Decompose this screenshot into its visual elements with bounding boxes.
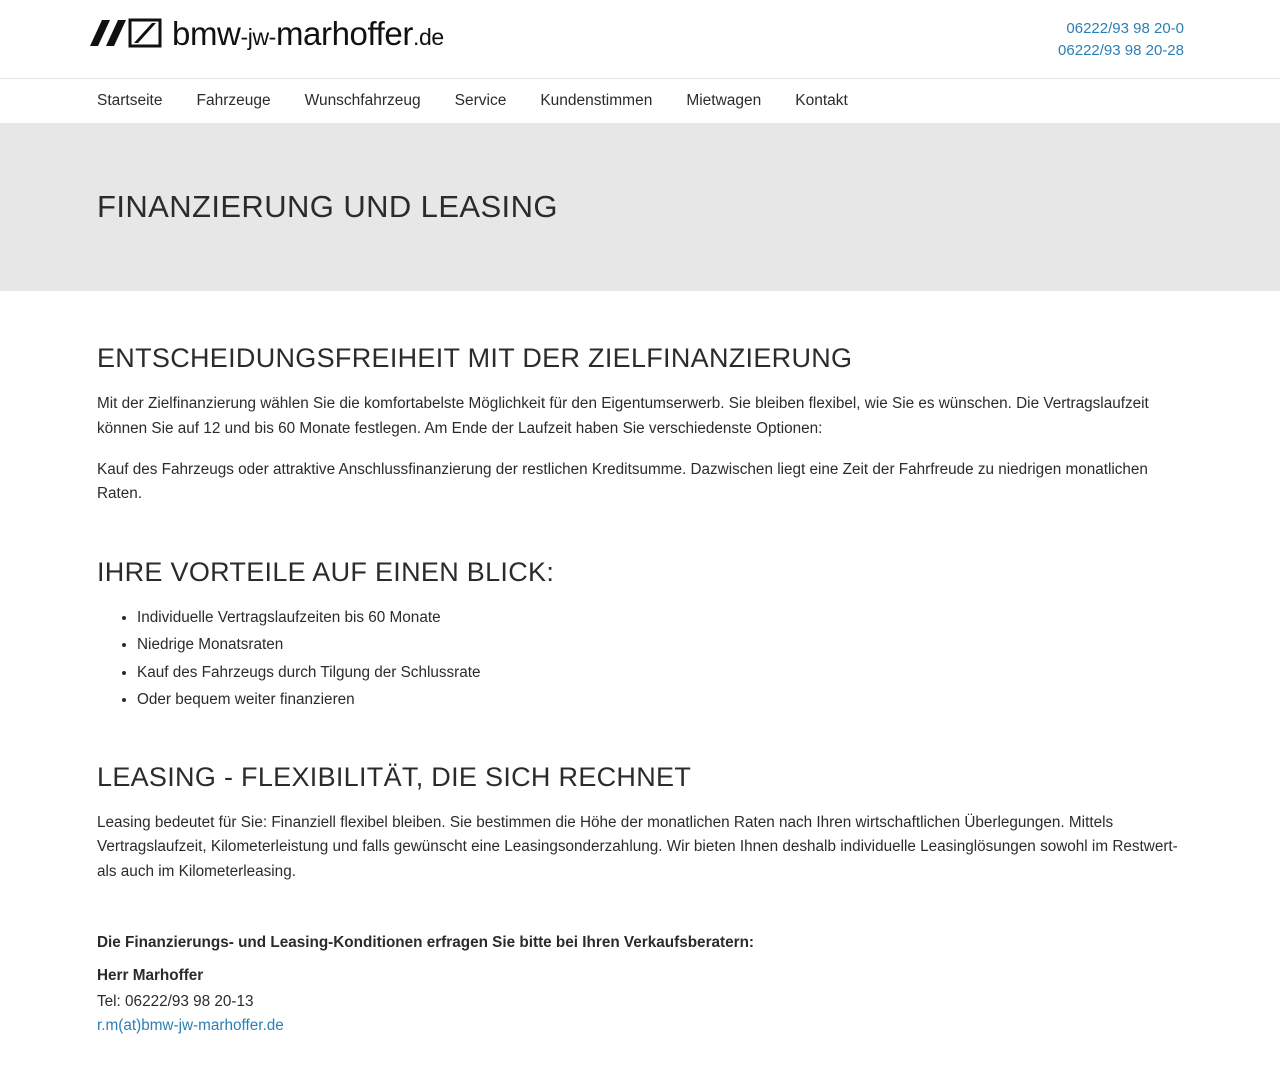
benefits-list bbox=[97, 606, 1183, 712]
site-logo[interactable] bbox=[88, 10, 444, 50]
site-header bbox=[0, 0, 1280, 123]
list-item: • Oder bequem weiter finanzieren bbox=[137, 688, 1183, 711]
main-navigation-bar bbox=[0, 78, 1280, 123]
contact-block bbox=[97, 931, 1183, 1035]
section-heading-leasing: LEASING - FLEXIBILITÄT, DIE SICH RECHNET bbox=[97, 761, 692, 792]
page-banner bbox=[0, 123, 1280, 291]
brand-name-mid: -jw- bbox=[240, 23, 276, 50]
page-title: FINANZIERUNG UND LEASING bbox=[97, 189, 558, 224]
section-heading-vorteile: IHRE VORTEILE AUF EINEN BLICK: bbox=[97, 557, 555, 588]
header-inner bbox=[0, 0, 1280, 70]
brand-wordmark bbox=[172, 14, 444, 52]
contact-phone: Tel: 06222/93 98 20-13 bbox=[97, 993, 254, 1011]
brand-name-tld: .de bbox=[412, 23, 444, 50]
section-heading-zielfinanzierung: ENTSCHEIDUNGSFREIHEIT MIT DER ZIELFINANZIERUNG bbox=[97, 343, 853, 373]
brand-name-rest: marhoffer bbox=[275, 14, 413, 52]
bmw-slash-logo-icon bbox=[88, 16, 164, 50]
section1-paragraph-2: Kauf des Fahrzeugs oder attraktive Anschlussfinanzierung der restlichen Kreditsumme. Dazwischen liegt eine Zeit der Fahrfreude zu niedrigen monatlichen Raten. bbox=[97, 460, 1148, 503]
phone-link-2[interactable]: 06222/93 98 20-28 bbox=[1058, 41, 1184, 59]
header-phone-numbers bbox=[1058, 10, 1184, 62]
section3-paragraph-1: Leasing bedeutet für Sie: Finanziell flexibel bleiben. Sie bestimmen die Höhe der monatlichen Raten nach Ihren wirtschaftlichen Überlegungen. Mittels Vertragslaufzeit, Kilometerleistung und falls gewünscht eine Leasingsonderzahlung. Wir bieten Ihnen deshalb individuelle Leasinglösungen sowohl im Restwert- als auch im Kilometerleasing. bbox=[97, 813, 1178, 881]
nav-item-kontakt[interactable]: Kontakt bbox=[795, 92, 848, 109]
list-item: • Individuelle Vertragslaufzeiten bis 60 Monate bbox=[137, 606, 1183, 629]
main-navigation bbox=[0, 79, 1280, 123]
nav-item-fahrzeuge[interactable]: Fahrzeuge bbox=[196, 92, 271, 109]
contact-email-link[interactable]: r.m(at)bmw-jw-marhoffer.de bbox=[97, 1017, 284, 1035]
main-content bbox=[0, 291, 1280, 1075]
contact-person-name: Herr Marhoffer bbox=[97, 966, 204, 984]
phone-link-1[interactable]: 06222/93 98 20-0 bbox=[1066, 20, 1184, 37]
nav-item-startseite[interactable]: Startseite bbox=[97, 92, 163, 109]
contact-intro: Die Finanzierungs- und Leasing-Konditionen erfragen Sie bitte bei Ihren Verkaufsberatern: bbox=[97, 933, 755, 951]
nav-item-service[interactable]: Service bbox=[454, 92, 507, 109]
nav-item-kundenstimmen[interactable]: Kundenstimmen bbox=[540, 92, 653, 109]
brand-name-main: bmw bbox=[172, 14, 241, 52]
section1-paragraph-1: Mit der Zielfinanzierung wählen Sie die komfortabelste Möglichkeit für den Eigentumserwerb. Sie bleiben flexibel, wie Sie es wünschen. Die Vertragslaufzeit können Sie auf 12 und bis 60 Monate festlegen. Am Ende der Laufzeit haben Sie verschiedenste Optionen: bbox=[97, 395, 1149, 437]
nav-item-wunschfahrzeug[interactable]: Wunschfahrzeug bbox=[304, 92, 421, 109]
list-item: • Niedrige Monatsraten bbox=[137, 633, 1183, 656]
nav-item-mietwagen[interactable]: Mietwagen bbox=[686, 92, 762, 109]
list-item: • Kauf des Fahrzeugs durch Tilgung der Schlussrate bbox=[137, 661, 1183, 684]
